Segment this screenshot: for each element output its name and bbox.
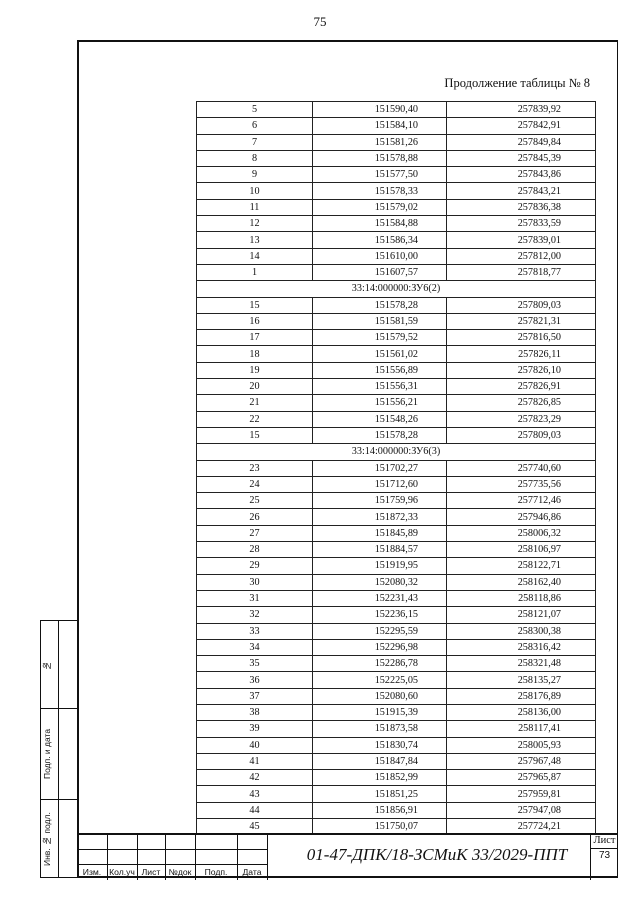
x-coordinate: 151578,28	[313, 297, 447, 313]
table-row	[197, 753, 596, 769]
point-number: 22	[197, 411, 313, 427]
x-coordinate: 151556,89	[313, 362, 447, 378]
point-number: 11	[197, 199, 313, 215]
y-coordinate: 258006,32	[447, 525, 596, 541]
y-coordinate: 258117,41	[447, 721, 596, 737]
point-number: 7	[197, 134, 313, 150]
point-number: 15	[197, 427, 313, 443]
y-coordinate: 257826,11	[447, 346, 596, 362]
x-coordinate: 151584,88	[313, 216, 447, 232]
table-row	[197, 639, 596, 655]
table-row	[197, 786, 596, 802]
sheet-label: Лист	[593, 835, 616, 846]
point-number: 13	[197, 232, 313, 248]
table-row	[197, 623, 596, 639]
x-coordinate: 151872,33	[313, 509, 447, 525]
x-coordinate: 152295,59	[313, 623, 447, 639]
point-number: 44	[197, 802, 313, 818]
x-coordinate: 152080,32	[313, 574, 447, 590]
y-coordinate: 257712,46	[447, 493, 596, 509]
point-number: 15	[197, 297, 313, 313]
table-row	[197, 721, 596, 737]
x-coordinate: 151712,60	[313, 476, 447, 492]
point-number: 41	[197, 753, 313, 769]
x-coordinate: 151610,00	[313, 248, 447, 264]
y-coordinate: 257845,39	[447, 150, 596, 166]
x-coordinate: 151581,26	[313, 134, 447, 150]
y-coordinate: 257809,03	[447, 427, 596, 443]
x-coordinate: 152286,78	[313, 656, 447, 672]
point-number: 32	[197, 607, 313, 623]
point-number: 35	[197, 656, 313, 672]
point-number: 36	[197, 672, 313, 688]
point-number: 24	[197, 476, 313, 492]
table-row	[197, 264, 596, 280]
x-coordinate: 152225,05	[313, 672, 447, 688]
y-coordinate: 257724,21	[447, 819, 596, 835]
x-coordinate: 151556,31	[313, 379, 447, 395]
section-label: 33:14:000000:ЗУ6(3)	[197, 444, 596, 460]
table-row	[197, 395, 596, 411]
x-coordinate: 151919,95	[313, 558, 447, 574]
table-row	[197, 688, 596, 704]
point-number: 29	[197, 558, 313, 574]
y-coordinate: 257826,10	[447, 362, 596, 378]
x-coordinate: 151578,33	[313, 183, 447, 199]
point-number: 37	[197, 688, 313, 704]
section-row	[197, 444, 596, 460]
y-coordinate: 257818,77	[447, 264, 596, 280]
y-coordinate: 257812,00	[447, 248, 596, 264]
y-coordinate: 257959,81	[447, 786, 596, 802]
table-row	[197, 134, 596, 150]
x-coordinate: 151702,27	[313, 460, 447, 476]
sheet-number: 73	[598, 850, 611, 861]
label-data: Дата	[242, 867, 262, 877]
document-number: 01-47-ДПК/18-ЗСМиК 33/2029-ППТ	[306, 845, 568, 864]
x-coordinate: 151830,74	[313, 737, 447, 753]
y-coordinate: 258136,00	[447, 704, 596, 720]
point-number: 30	[197, 574, 313, 590]
y-coordinate: 257826,91	[447, 379, 596, 395]
y-coordinate: 257740,60	[447, 460, 596, 476]
table-row	[197, 297, 596, 313]
y-coordinate: 257735,56	[447, 476, 596, 492]
table-row	[197, 509, 596, 525]
x-coordinate: 151884,57	[313, 542, 447, 558]
point-number: 33	[197, 623, 313, 639]
side-inv-no: №	[42, 661, 52, 671]
point-number: 16	[197, 313, 313, 329]
table-row	[197, 704, 596, 720]
table-row	[197, 232, 596, 248]
y-coordinate: 257843,21	[447, 183, 596, 199]
point-number: 17	[197, 330, 313, 346]
side-inv-orig: Инв. № подл.	[42, 812, 52, 867]
y-coordinate: 257823,29	[447, 411, 596, 427]
point-number: 18	[197, 346, 313, 362]
side-sign-date: Подп. и дата	[42, 728, 52, 780]
point-number: 6	[197, 118, 313, 134]
table-row	[197, 590, 596, 606]
point-number: 23	[197, 460, 313, 476]
x-coordinate: 151590,40	[313, 102, 447, 118]
point-number: 40	[197, 737, 313, 753]
label-list: Лист	[141, 867, 161, 877]
x-coordinate: 151750,07	[313, 819, 447, 835]
table-row	[197, 770, 596, 786]
table-row	[197, 574, 596, 590]
y-coordinate: 257842,91	[447, 118, 596, 134]
table-row	[197, 199, 596, 215]
table-row	[197, 379, 596, 395]
point-number: 42	[197, 770, 313, 786]
x-coordinate: 151577,50	[313, 167, 447, 183]
y-coordinate: 258321,48	[447, 656, 596, 672]
x-coordinate: 151561,02	[313, 346, 447, 362]
table-row	[197, 330, 596, 346]
point-number: 39	[197, 721, 313, 737]
table-row	[197, 183, 596, 199]
point-number: 19	[197, 362, 313, 378]
label-izm: Изм.	[82, 867, 102, 877]
y-coordinate: 257967,48	[447, 753, 596, 769]
y-coordinate: 257809,03	[447, 297, 596, 313]
y-coordinate: 258122,71	[447, 558, 596, 574]
y-coordinate: 257839,92	[447, 102, 596, 118]
table-row	[197, 362, 596, 378]
x-coordinate: 152080,60	[313, 688, 447, 704]
table-row	[197, 672, 596, 688]
x-coordinate: 151586,34	[313, 232, 447, 248]
page-number: 75	[313, 14, 327, 29]
x-coordinate: 151548,26	[313, 411, 447, 427]
x-coordinate: 151856,91	[313, 802, 447, 818]
x-coordinate: 152296,98	[313, 639, 447, 655]
table-row	[197, 656, 596, 672]
y-coordinate: 258135,27	[447, 672, 596, 688]
table-row	[197, 542, 596, 558]
table-row	[197, 427, 596, 443]
y-coordinate: 257849,84	[447, 134, 596, 150]
x-coordinate: 151578,28	[313, 427, 447, 443]
point-number: 31	[197, 590, 313, 606]
point-number: 21	[197, 395, 313, 411]
point-number: 26	[197, 509, 313, 525]
x-coordinate: 151584,10	[313, 118, 447, 134]
x-coordinate: 152236,15	[313, 607, 447, 623]
y-coordinate: 258316,42	[447, 639, 596, 655]
x-coordinate: 151581,59	[313, 313, 447, 329]
table-row	[197, 607, 596, 623]
point-number: 20	[197, 379, 313, 395]
point-number: 28	[197, 542, 313, 558]
y-coordinate: 257833,59	[447, 216, 596, 232]
y-coordinate: 257839,01	[447, 232, 596, 248]
x-coordinate: 151847,84	[313, 753, 447, 769]
table-row	[197, 493, 596, 509]
table-row	[197, 476, 596, 492]
x-coordinate: 151759,96	[313, 493, 447, 509]
side-stamp	[40, 620, 77, 878]
x-coordinate: 151579,02	[313, 199, 447, 215]
table-row	[197, 248, 596, 264]
x-coordinate: 151873,58	[313, 721, 447, 737]
y-coordinate: 257816,50	[447, 330, 596, 346]
point-number: 9	[197, 167, 313, 183]
table-row	[197, 525, 596, 541]
y-coordinate: 257946,86	[447, 509, 596, 525]
x-coordinate: 151556,21	[313, 395, 447, 411]
table-row	[197, 216, 596, 232]
point-number: 27	[197, 525, 313, 541]
table-row	[197, 346, 596, 362]
table-row	[197, 167, 596, 183]
table-row	[197, 460, 596, 476]
x-coordinate: 151578,88	[313, 150, 447, 166]
section-label: 33:14:000000:ЗУ6(2)	[197, 281, 596, 297]
x-coordinate: 151607,57	[313, 264, 447, 280]
table-row	[197, 802, 596, 818]
point-number: 45	[197, 819, 313, 835]
y-coordinate: 257843,86	[447, 167, 596, 183]
point-number: 5	[197, 102, 313, 118]
table-row	[197, 411, 596, 427]
point-number: 8	[197, 150, 313, 166]
label-podp: Подп.	[204, 867, 228, 877]
point-number: 12	[197, 216, 313, 232]
x-coordinate: 151852,99	[313, 770, 447, 786]
y-coordinate: 258176,89	[447, 688, 596, 704]
table-row	[197, 150, 596, 166]
point-number: 25	[197, 493, 313, 509]
y-coordinate: 257965,87	[447, 770, 596, 786]
title-block	[77, 833, 618, 880]
x-coordinate: 151851,25	[313, 786, 447, 802]
table-row	[197, 313, 596, 329]
y-coordinate: 257826,85	[447, 395, 596, 411]
y-coordinate: 258005,93	[447, 737, 596, 753]
y-coordinate: 257821,31	[447, 313, 596, 329]
table-row	[197, 558, 596, 574]
y-coordinate: 258121,07	[447, 607, 596, 623]
table-row	[197, 102, 596, 118]
y-coordinate: 258300,38	[447, 623, 596, 639]
point-number: 38	[197, 704, 313, 720]
section-row	[197, 281, 596, 297]
point-number: 43	[197, 786, 313, 802]
point-number: 14	[197, 248, 313, 264]
label-kol-uch: Кол.уч	[109, 867, 135, 877]
y-coordinate: 258106,97	[447, 542, 596, 558]
table-row	[197, 118, 596, 134]
x-coordinate: 152231,43	[313, 590, 447, 606]
x-coordinate: 151579,52	[313, 330, 447, 346]
coordinates-table	[196, 101, 596, 835]
y-coordinate: 258162,40	[447, 574, 596, 590]
point-number: 34	[197, 639, 313, 655]
label-ndok: №док	[168, 867, 192, 877]
x-coordinate: 151915,39	[313, 704, 447, 720]
point-number: 1	[197, 264, 313, 280]
y-coordinate: 257947,08	[447, 802, 596, 818]
y-coordinate: 258118,86	[447, 590, 596, 606]
point-number: 10	[197, 183, 313, 199]
table-row	[197, 737, 596, 753]
table-continuation-caption: Продолжение таблицы № 8	[444, 76, 590, 90]
y-coordinate: 257836,38	[447, 199, 596, 215]
x-coordinate: 151845,89	[313, 525, 447, 541]
